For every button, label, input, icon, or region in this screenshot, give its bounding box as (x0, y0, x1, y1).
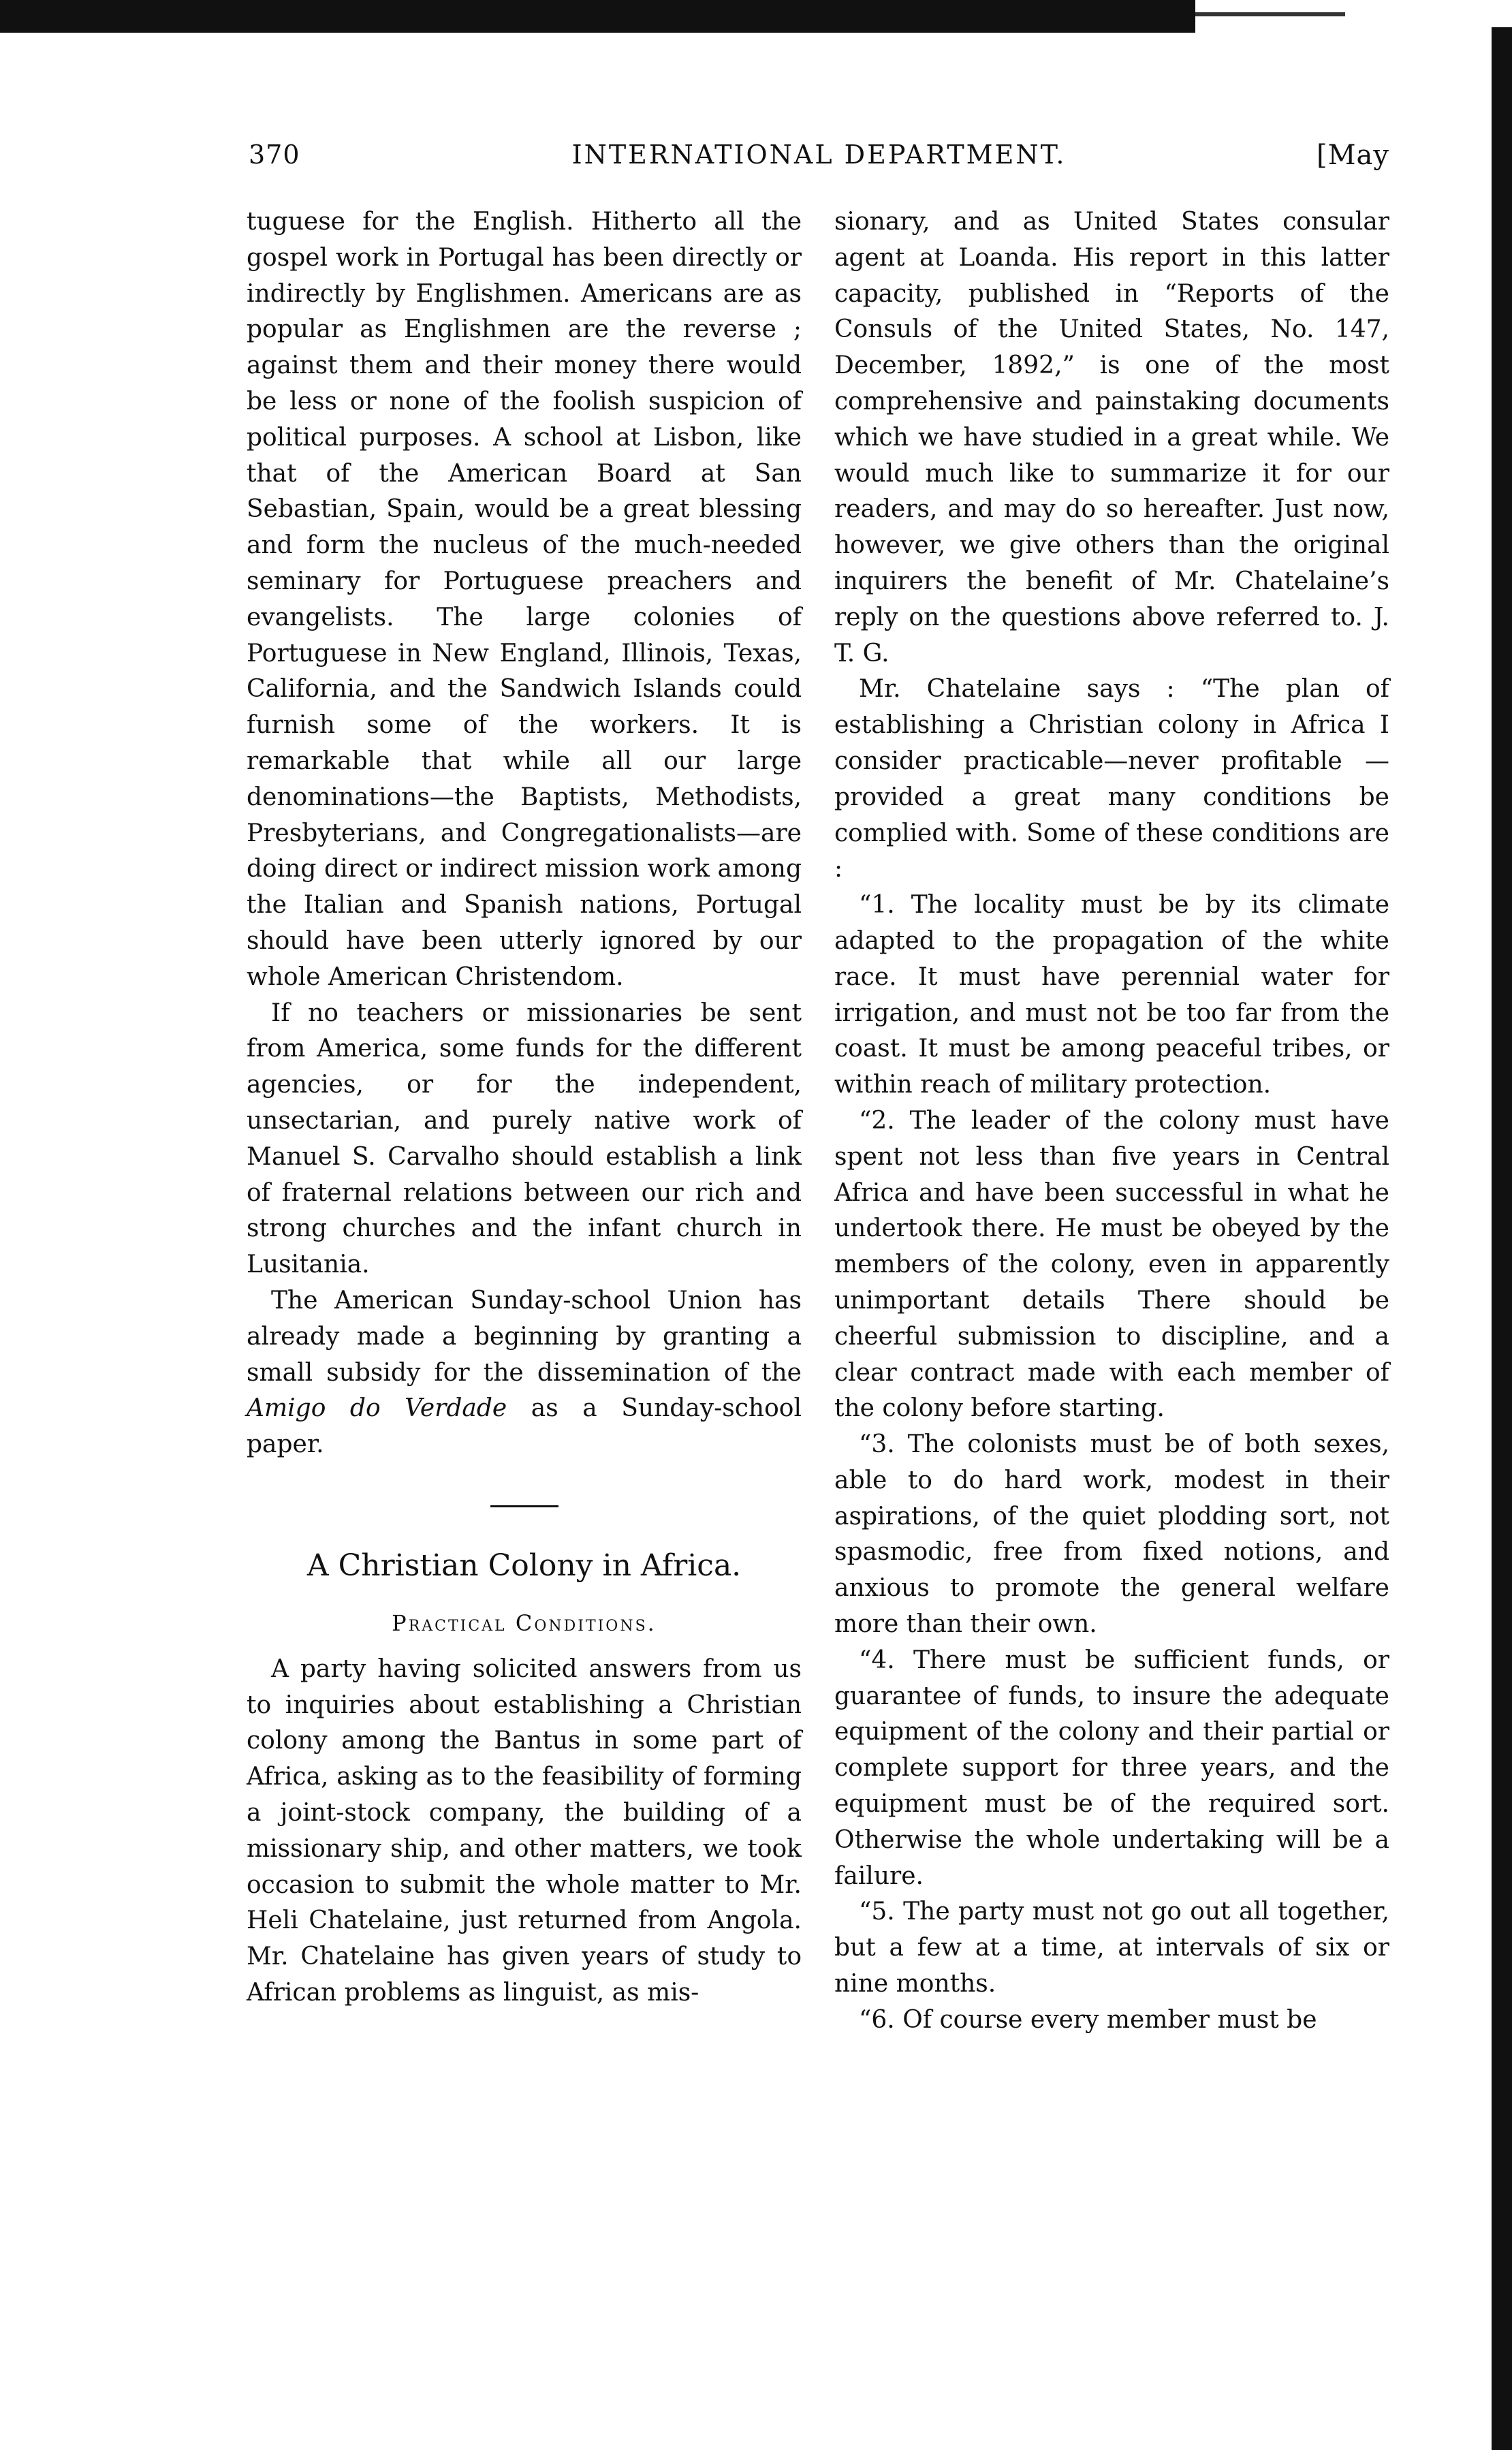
paragraph (247, 1283, 802, 1463)
right-column (834, 204, 1389, 2039)
issue-month: [May (1316, 140, 1389, 171)
paragraph: “3. The colonists must be of both sexes, able to do hard work, modest in their aspirations, of the quiet plodding sort, not spasmodic, free from fixed notions, and anxious to promote the general welfare more than their own. (834, 1430, 1389, 1639)
paragraph: “4. There must be sufficient funds, or guarantee of funds, to insure the adequate equipment of the colony and their partial or complete support for three years, and the equipment must be of the required sort. Otherwise the whole undertaking will be a failure. (834, 1646, 1389, 1890)
paragraph: A party having solicited answers from us to inquiries about establishing a Christian colony among the Bantus in some part of Africa, asking as to the feasibility of forming a joint-stock company, the building of a missionary ship, and other matters, we took occasion to submit the whole matter to Mr. Heli Chatelaine, just returned from Angola. Mr. Chatelaine has given years of study to African problems as linguist, as mis- (247, 1654, 802, 2007)
page-header (249, 140, 1389, 180)
running-head: INTERNATIONAL DEPARTMENT. (571, 140, 1067, 170)
text-run: as a Sunday-school paper. (247, 1394, 802, 1459)
section-divider (490, 1505, 558, 1507)
scan-edge-top (0, 0, 1195, 33)
text-run: The American Sunday-school Union has already made a beginning by granting a small subsidy for the dissemination of the (247, 1286, 802, 1387)
periodical-title: Amigo do Verdade (247, 1394, 507, 1423)
paragraph: “6. Of course every member must be (859, 2005, 1317, 2034)
paragraph: sionary, and as United States consular agent at Loanda. His report in this latter capacity, published in “Reports of the Consuls of the United States, No. 147, December, 1892,” is one of the most comprehensive and painstaking documents which we have studied in a great while. We would much like to summarize it for our readers, and may do so hereafter. Just now, however, we give others than the original inquirers the benefit of Mr. Chatelaine’s reply on the questions above referred to. J. T. G. (834, 208, 1389, 668)
paragraph: tuguese for the English. Hitherto all the gospel work in Portugal has been directly or indirectly by Englishmen. Americans are as popular as Englishmen are the reverse ; against them and their money there would be less or none of the foolish suspicion of political purposes. A school at Lisbon, like that of the American Board at San Sebastian, Spain, would be a great blessing and form the nucleus of the much-needed seminary for Portuguese preachers and evangelists. The large colonies of Portuguese in New England, Illinois, Texas, California, and the Sandwich Islands could furnish some of the workers. It is remarkable that while all our large denominations—the Baptists, Methodists, Presbyterians, and Congregationalists—are doing direct or indirect mission work among the Italian and Spanish nations, Portugal should have been utterly ignored by our whole American Christendom. (247, 208, 802, 991)
paragraph: “1. The locality must be by its climate adapted to the propagation of the white race. It must have perennial water for irrigation, and must not be too far from the coast. It must be among peaceful tribes, or within reach of military protection. (834, 891, 1389, 1099)
paragraph: “5. The party must not go out all together, but a few at a time, at intervals of six or nine months. (834, 1898, 1389, 1998)
section-subtitle: Practical Conditions. (392, 1609, 657, 1636)
left-column (247, 204, 802, 2011)
paragraph: If no teachers or missionaries be sent from America, some funds for the different agencies, or for the independent, unsectarian, and purely native work of Manuel S. Carvalho should establish a link of fraternal relations between our rich and strong churches and the infant church in Lusitania. (247, 999, 802, 1279)
section-title: A Christian Colony in Africa. (306, 1548, 742, 1583)
paragraph: Mr. Chatelaine says : “The plan of establishing a Christian colony in Africa I consider practicable—never profitable —provided a great many conditions be complied with. Some of these conditions are : (834, 675, 1389, 883)
paragraph: “2. The leader of the colony must have spent not less than five years in Central Africa and have been successful in what he undertook there. He must be obeyed by the members of the colony, even in apparently unimportant details There should be cheerful submission to discipline, and a clear contract made with each member of the colony before starting. (834, 1106, 1389, 1423)
scan-edge-right (1492, 27, 1512, 2450)
scan-edge-top-tail (1195, 12, 1345, 16)
page-number: 370 (249, 140, 300, 170)
